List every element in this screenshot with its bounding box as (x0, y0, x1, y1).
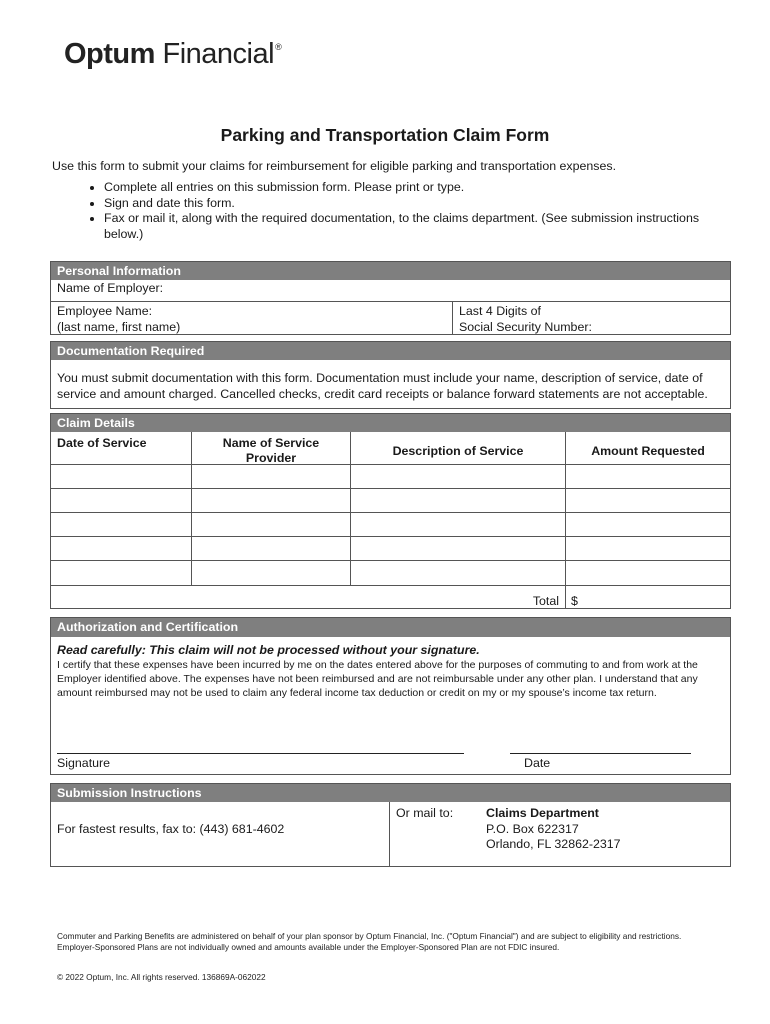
date-of-service-input[interactable] (50, 513, 191, 536)
total-label: Total (532, 594, 559, 608)
column-header-amount: Amount Requested (591, 444, 705, 458)
service-provider-input[interactable] (192, 465, 350, 488)
service-provider-input[interactable] (192, 513, 350, 536)
employee-name-sublabel: (last name, first name) (57, 319, 181, 334)
service-provider-input[interactable] (192, 537, 350, 560)
signature-label: Signature (57, 756, 111, 770)
mail-address-line1: P.O. Box 622317 (486, 821, 579, 836)
instruction-item: • Complete all entries on this submission form. Please print or type. (104, 180, 704, 196)
claim-row (50, 537, 731, 560)
description-input[interactable] (351, 561, 565, 584)
employee-name-field[interactable] (57, 304, 447, 335)
claim-row (50, 489, 731, 512)
mail-recipient: Claims Department (486, 806, 599, 820)
date-of-service-input[interactable] (50, 561, 191, 584)
claim-row (50, 513, 731, 536)
submission-header: Submission Instructions (51, 784, 730, 802)
claim-row (50, 561, 731, 584)
date-line[interactable] (510, 753, 691, 754)
brand-name-bold: Optum (64, 38, 155, 70)
date-of-service-input[interactable] (50, 489, 191, 512)
employer-name-field[interactable] (57, 281, 727, 301)
description-input[interactable] (351, 513, 565, 536)
description-input[interactable] (351, 537, 565, 560)
column-header-description: Description of Service (392, 444, 524, 458)
currency-symbol: $ (571, 594, 578, 608)
service-provider-input[interactable] (192, 489, 350, 512)
employer-name-label: Name of Employer: (57, 281, 164, 295)
documentation-header: Documentation Required (51, 342, 730, 360)
description-input[interactable] (351, 489, 565, 512)
mail-address-line2: Orlando, FL 32862-2317 (486, 837, 621, 851)
footer-disclaimer: Commuter and Parking Benefits are administered on behalf of your plan sponsor by Optum Financial, Inc. ("Optum Financial") and are subject to eligibility and restrictions. Employer-Sponsored Plans are not individually owned and amounts available under the Employer-Sponsored Plan are not FDIC insured. (57, 931, 682, 952)
ssn-sublabel: Social Security Number: (459, 319, 592, 334)
ssn-last4-field[interactable] (459, 304, 724, 335)
instruction-list (52, 180, 704, 242)
instruction-item: • Fax or mail it, along with the required documentation, to the claims department. (See submission instructions below.) (104, 211, 704, 242)
signature-line[interactable] (57, 753, 464, 754)
date-of-service-input[interactable] (50, 537, 191, 560)
date-of-service-input[interactable] (50, 465, 191, 488)
personal-information-header: Personal Information (51, 262, 730, 280)
amount-input[interactable] (566, 489, 731, 512)
column-header-provider: Name of Service Provider (222, 436, 320, 465)
employee-name-label: Employee Name: (57, 304, 153, 318)
documentation-text: You must submit documentation with this form. Documentation must include your name, description of service, date of service and amount charged. Cancelled checks, credit card receipts or balance forward statements are not acceptable. (57, 371, 708, 401)
brand-name-light: Financial (162, 38, 275, 70)
registered-mark: ® (275, 42, 282, 52)
optum-financial-logo (64, 38, 281, 71)
mail-address (486, 806, 726, 853)
footer-copyright: © 2022 Optum, Inc. All rights reserved. 136869A-062022 (57, 972, 266, 982)
amount-input[interactable] (566, 561, 731, 584)
description-input[interactable] (351, 465, 565, 488)
mail-label: Or mail to: (396, 806, 454, 820)
column-header-date: Date of Service (57, 436, 147, 450)
form-intro: Use this form to submit your claims for reimbursement for eligible parking and transportation expenses. (52, 159, 617, 173)
amount-input[interactable] (566, 537, 731, 560)
authorization-text: I certify that these expenses have been incurred by me on the dates entered above for the purposes of commuting to and from work at the Employer identified above. The expenses have not been reimbursed and are not reimbursable under any other plan. I understand that any amount reimbursed may not be used to claim any federal income tax deduction or credit on my or my spouse’s income tax return. (57, 659, 698, 699)
authorization-warning: Read carefully: This claim will not be processed without your signature. (57, 643, 480, 657)
date-label: Date (524, 756, 551, 770)
instruction-item: • Sign and date this form. (104, 196, 704, 212)
claim-details-header: Claim Details (51, 414, 730, 432)
total-amount-field[interactable] (566, 586, 730, 608)
form-title: Parking and Transportation Claim Form (220, 125, 550, 145)
amount-input[interactable] (566, 513, 731, 536)
amount-input[interactable] (566, 465, 731, 488)
authorization-header: Authorization and Certification (51, 618, 730, 637)
fax-instructions: For fastest results, fax to: (443) 681-4602 (57, 822, 285, 836)
ssn-label: Last 4 Digits of (459, 304, 541, 318)
service-provider-input[interactable] (192, 561, 350, 584)
claim-row (50, 465, 731, 488)
